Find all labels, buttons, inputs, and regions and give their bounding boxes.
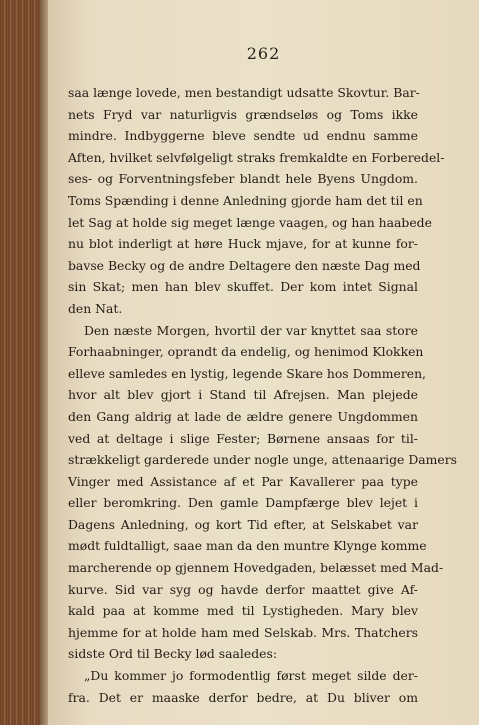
text-line: den Gang aldrig at lade de ældre genere Ungdommen bbox=[68, 408, 418, 424]
text-line: nu blot inderligt at høre Huck mjave, for at kunne for- bbox=[68, 236, 418, 252]
text-line: sidste Ord til Becky lød saaledes: bbox=[68, 646, 278, 662]
text-line: marcherende op gjennem Hovedgaden, belæsset med Mad- bbox=[68, 560, 444, 576]
text-line: saa længe lovede, men bestandigt udsatte Skovtur. Bar- bbox=[68, 85, 420, 100]
text-line: bavse Becky og de andre Deltagere den næste Dag med bbox=[68, 257, 421, 273]
text-line: Forhaabninger, oprandt da endelig, og henimod Klokken bbox=[68, 344, 424, 360]
text-line: eller beromkring. Den gamle Dampfærge blev lejet i bbox=[68, 495, 418, 511]
text-line: den Nat. bbox=[68, 300, 123, 316]
text-line: hjemme for at holde ham med Selskab. Mrs. Thatchers bbox=[68, 624, 418, 640]
text-line: elleve samledes en lystig, legende Skare hos Dommeren, bbox=[68, 365, 426, 381]
text-line: fra. Det er maaske derfor bedre, at Du bliver om bbox=[68, 689, 418, 705]
text-line: hvor alt blev gjort i Stand til Afrejsen. Man plejede bbox=[68, 387, 418, 403]
text-line: „Du kommer jo formodentlig først meget silde der- bbox=[84, 668, 418, 684]
text-line: kurve. Sid var syg og havde derfor maattet give Af- bbox=[68, 581, 418, 597]
book-spine bbox=[0, 0, 40, 725]
text-line: kald paa at komme med til Lystigheden. Mary blev bbox=[68, 603, 418, 619]
spine-shadow bbox=[40, 0, 48, 725]
text-line: mindre. Indbyggerne bleve sendte ud endnu samme bbox=[68, 128, 418, 144]
text-line: let Sag at holde sig meget længe vaagen, og han haabede bbox=[68, 214, 432, 230]
text-line: Toms Spænding i denne Anledning gjorde ham det til en bbox=[68, 192, 423, 208]
text-line: strækkeligt garderede under nogle unge, attenaarige Damers bbox=[68, 452, 457, 468]
text-line: nets Fryd var naturligvis grændseløs og Toms ikke bbox=[68, 106, 418, 122]
text-line: Aften, hvilket selvfølgeligt straks fremkaldte en Forberedel- bbox=[68, 149, 445, 165]
page-text bbox=[68, 82, 457, 708]
page-number: 262 bbox=[246, 44, 281, 63]
text-line: ved at deltage i slige Fester; Børnene ansaas for til- bbox=[68, 430, 418, 446]
text-line: Dagens Anledning, og kort Tid efter, at Selskabet var bbox=[68, 516, 418, 532]
text-line: Den næste Morgen, hvortil der var knyttet saa store bbox=[84, 322, 418, 338]
text-line: mødt fuldtalligt, saae man da den muntre Klynge komme bbox=[68, 538, 427, 554]
text-line: Vinger med Assistance af et Par Kavallerer paa type bbox=[68, 473, 418, 489]
text-line: sin Skat; men han blev skuffet. Der kom intet Signal bbox=[68, 279, 418, 295]
text-line: ses- og Forventningsfeber blandt hele Byens Ungdom. bbox=[68, 171, 418, 187]
